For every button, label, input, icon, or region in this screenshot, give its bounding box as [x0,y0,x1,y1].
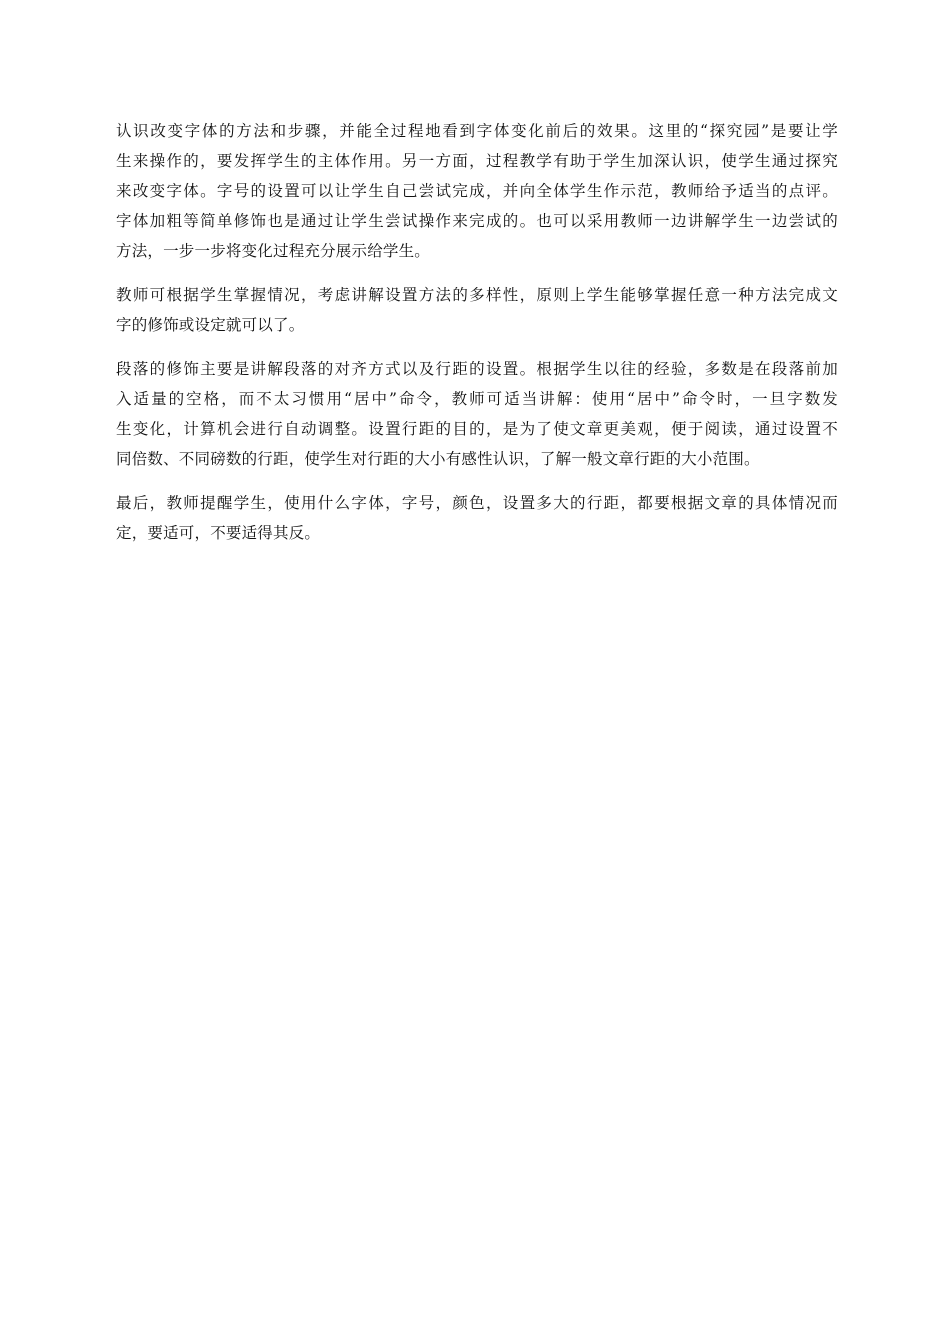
paragraph-line: 入适量的空格，而不太习惯用“居中”命令，教师可适当讲解：使用“居中”命令时，一旦字数发 [116,390,838,408]
paragraph-line: 方法，一步一步将变化过程充分展示给学生。 [116,242,431,260]
paragraph-line: 教师可根据学生掌握情况，考虑讲解设置方法的多样性，原则上学生能够掌握任意一种方法完成文 [116,286,838,304]
paragraph-line: 段落的修饰主要是讲解段落的对齐方式以及行距的设置。根据学生以往的经验，多数是在段落前加 [116,360,838,378]
paragraph-3 [116,354,838,474]
paragraph-1 [116,116,838,266]
paragraph-line: 定，要适可，不要适得其反。 [116,524,321,542]
paragraph-line: 字的修饰或设定就可以了。 [116,316,305,334]
paragraph-line: 生变化，计算机会进行自动调整。设置行距的目的，是为了使文章更美观，便于阅读，通过设置不 [116,420,838,438]
paragraph-line: 来改变字体。字号的设置可以让学生自己尝试完成，并向全体学生作示范，教师给予适当的点评。 [116,182,838,200]
paragraph-line: 字体加粗等简单修饰也是通过让学生尝试操作来完成的。也可以采用教师一边讲解学生一边尝试的 [116,212,838,230]
paragraph-2 [116,280,838,340]
paragraph-line: 生来操作的，要发挥学生的主体作用。另一方面，过程教学有助于学生加深认识，使学生通过探究 [116,152,838,170]
document-body [116,116,838,562]
paragraph-line: 认识改变字体的方法和步骤，并能全过程地看到字体变化前后的效果。这里的“探究园”是要让学 [116,122,838,140]
paragraph-line: 同倍数、不同磅数的行距，使学生对行距的大小有感性认识，了解一般文章行距的大小范围。 [116,450,760,468]
paragraph-line: 最后，教师提醒学生，使用什么字体，字号，颜色，设置多大的行距，都要根据文章的具体情况而 [116,494,838,512]
paragraph-4 [116,488,838,548]
